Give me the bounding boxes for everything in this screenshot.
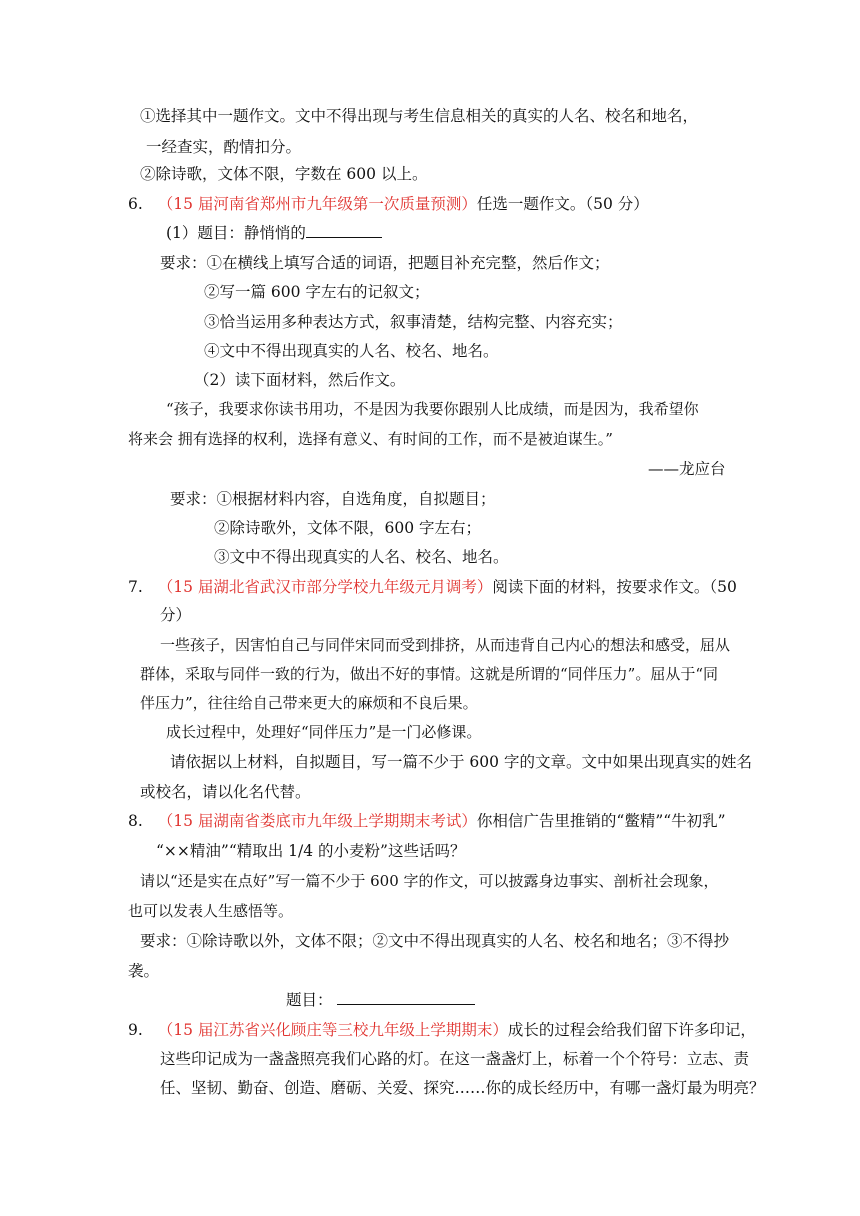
requirement-line: ③恰当运用多种表达方式，叙事清楚，结构完整、内容充实； [204, 313, 623, 331]
requirement-line: ④文中不得出现真实的人名、校名、地名。 [204, 342, 499, 360]
question-6-line [128, 193, 649, 215]
requirement-line: ②除诗歌外，文体不限，600 字左右； [214, 519, 482, 537]
requirement-line: 要求：①根据材料内容，自选角度，自拟题目； [170, 490, 496, 508]
question-number: 7. [128, 578, 143, 596]
question-source: （15 届湖北省武汉市部分学校九年级元月调考） [157, 578, 493, 596]
title-line [286, 989, 475, 1011]
question-9-line [128, 1019, 756, 1041]
question-text: 你相信广告里推销的“鳖精”“牛初乳” [476, 812, 726, 830]
material-line: 一些孩子，因害怕自己与同伴宋同而受到排挤，从而违背自己内心的想法和感受，屈从 [160, 636, 731, 654]
question-number: 8. [128, 812, 143, 830]
requirement-line: 袭。 [128, 962, 160, 980]
question-text-continued: “××精油”“精取出 1/4 的小麦粉”这些话吗？ [156, 842, 466, 860]
requirement-line: 要求：①在横线上填写合适的词语，把题目补充完整，然后作文； [160, 254, 610, 272]
question-text: 任选一题作文。（50 分） [476, 195, 649, 213]
question-source: （15 届湖南省娄底市九年级上学期期末考试） [157, 812, 477, 830]
requirement-line: ②写一篇 600 字左右的记叙文； [204, 283, 430, 301]
instruction-line-1: ①选择其中一题作文。文中不得出现与考生信息相关的真实的人名、校名和地名， [140, 107, 699, 125]
requirement-line: 要求：①除诗歌以外，文体不限；②文中不得出现真实的人名、校名和地名；③不得抄 [140, 932, 730, 950]
title-blank [306, 223, 382, 238]
question-8-line [128, 810, 726, 832]
question-source: （15 届江苏省兴化顾庄等三校九年级上学期期末） [157, 1021, 508, 1039]
title-blank [337, 990, 475, 1005]
question-text-continued: 分） [160, 606, 192, 624]
instruction-line-2: 一经查实，酌情扣分。 [146, 138, 302, 156]
prompt-line: 或校名，请以化名代替。 [140, 783, 311, 801]
material-line: 伴压力”，往往给自己带来更大的麻烦和不良后果。 [140, 694, 478, 712]
question-7-line [128, 576, 737, 598]
instruction-line-3: ②除诗歌，文体不限，字数在 600 以上。 [140, 165, 428, 183]
question-number: 6. [128, 195, 143, 213]
question-text-continued: 任、坚韧、勤奋、创造、磨砺、关爱、探究……你的成长经历中，有哪一盏灯最为明亮？ [160, 1079, 765, 1097]
prompt-line: 请以“还是实在点好”写一篇不少于 600 字的作文，可以披露身边事实、剖析社会现象， [140, 872, 719, 890]
material-line: 成长过程中，处理好“同伴压力”是一门必修课。 [166, 723, 482, 741]
quote-line-2: 将来会 拥有选择的权利，选择有意义、有时间的工作，而不是被迫谋生。” [128, 430, 613, 448]
quote-line-1: “孩子，我要求你读书用功，不是因为我要你跟别人比成绩，而是因为，我希望你 [166, 400, 699, 418]
question-source: （15 届河南省郑州市九年级第一次质量预测） [157, 195, 477, 213]
material-line: 群体，采取与同伴一致的行为，做出不好的事情。这就是所谓的“同伴压力”。屈从于“同 [140, 665, 719, 683]
question-text: 成长的过程会给我们留下许多印记， [507, 1021, 756, 1039]
quote-author: ——龙应台 [648, 460, 726, 478]
requirement-line: ③文中不得出现真实的人名、校名、地名。 [214, 548, 509, 566]
question-number: 9. [128, 1021, 143, 1039]
topic-1-line [166, 222, 382, 244]
prompt-line: 请依据以上材料，自拟题目，写一篇不少于 600 字的文章。文中如果出现真实的姓名 [170, 753, 752, 771]
title-label: 题目： [286, 991, 333, 1009]
topic-2-line: （2）读下面材料，然后作文。 [194, 371, 406, 389]
question-text: 阅读下面的材料，按要求作文。（50 [492, 578, 737, 596]
topic-1-text: (1）题目：静悄悄的 [166, 224, 306, 242]
question-text-continued: 这些印记成为一盏盏照亮我们心路的灯。在这一盏盏灯上，标着一个个符号：立志、责 [160, 1050, 750, 1068]
prompt-line: 也可以发表人生感悟等。 [128, 902, 294, 920]
